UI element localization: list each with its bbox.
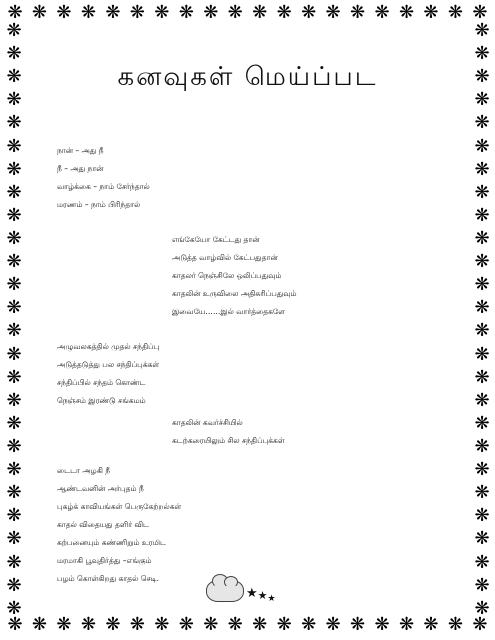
poem-line: காதலர் நெஞ்சிலே ஒலிப்பதுவும் bbox=[172, 271, 282, 280]
flower-icon: ❋ bbox=[6, 528, 22, 550]
flower-icon: ❋ bbox=[474, 135, 490, 157]
flower-icon: ❋ bbox=[252, 614, 268, 635]
flower-icon: ❋ bbox=[6, 89, 22, 111]
flower-icon: ❋ bbox=[474, 66, 490, 88]
poem-line: ஆண்டவனின் அர்புதம் நீ bbox=[57, 484, 144, 493]
flower-icon: ❋ bbox=[474, 158, 490, 180]
flower-icon: ❋ bbox=[80, 614, 96, 635]
flower-icon: ❋ bbox=[178, 2, 194, 23]
flower-icon: ❋ bbox=[6, 343, 22, 365]
poem-line: நான் – அது நீ bbox=[57, 146, 104, 155]
flower-icon: ❋ bbox=[474, 482, 490, 504]
flower-icon: ❋ bbox=[6, 505, 22, 527]
flower-icon: ❋ bbox=[474, 505, 490, 527]
top-border bbox=[0, 2, 495, 26]
stars-decoration bbox=[246, 586, 276, 604]
poem-line: காதல் விதையது தளிர் விட bbox=[57, 520, 150, 529]
flower-icon: ❋ bbox=[6, 320, 22, 342]
flower-icon: ❋ bbox=[350, 614, 366, 635]
flower-icon: ❋ bbox=[474, 43, 490, 65]
poem-title: கனவுகள் மெய்ப்பட bbox=[117, 62, 378, 92]
flower-icon: ❋ bbox=[474, 459, 490, 481]
flower-icon: ❋ bbox=[474, 181, 490, 203]
poem-line: அடுத்தடுத்து பல சந்திப்புக்கள் bbox=[57, 360, 160, 369]
flower-icon: ❋ bbox=[374, 614, 390, 635]
flower-icon: ❋ bbox=[447, 614, 463, 635]
flower-icon: ❋ bbox=[6, 389, 22, 411]
flower-icon: ❋ bbox=[423, 614, 439, 635]
flower-icon: ❋ bbox=[474, 551, 490, 573]
poem-line: மரணம் – நாம் பிரிந்தால் bbox=[57, 200, 141, 209]
flower-icon: ❋ bbox=[6, 66, 22, 88]
flower-icon: ❋ bbox=[301, 614, 317, 635]
flower-icon: ❋ bbox=[474, 435, 490, 457]
flower-icon: ❋ bbox=[325, 614, 341, 635]
flower-icon: ❋ bbox=[6, 459, 22, 481]
poem-line: நெஞ்சம் இரண்டு சங்கமம் bbox=[57, 396, 146, 405]
flower-icon: ❋ bbox=[398, 614, 415, 635]
flower-icon: ❋ bbox=[6, 181, 22, 203]
poem-line: காதலின் கவர்ச்சியில் bbox=[172, 418, 243, 427]
flower-icon: ❋ bbox=[472, 2, 488, 23]
flower-icon: ❋ bbox=[398, 2, 415, 23]
flower-icon: ❋ bbox=[56, 614, 72, 635]
flower-icon: ❋ bbox=[7, 2, 23, 23]
poem-line: வாழ்க்கை – நாம் சேர்ந்தால் bbox=[57, 182, 150, 191]
poem-line: கற்பனையும் கண்ணிறும் உரமிட bbox=[57, 538, 166, 547]
flower-icon: ❋ bbox=[325, 2, 341, 23]
flower-icon: ❋ bbox=[154, 614, 170, 635]
flower-icon: ❋ bbox=[6, 297, 22, 319]
flower-icon: ❋ bbox=[474, 366, 490, 388]
flower-icon: ❋ bbox=[447, 2, 463, 23]
flower-icon: ❋ bbox=[80, 2, 96, 23]
flower-icon: ❋ bbox=[6, 227, 22, 249]
left-border bbox=[2, 20, 26, 620]
flower-icon: ❋ bbox=[276, 614, 292, 635]
flower-icon: ❋ bbox=[474, 251, 490, 273]
cloud-icon bbox=[206, 580, 244, 602]
flower-icon: ❋ bbox=[6, 112, 22, 134]
flower-icon: ❋ bbox=[374, 2, 390, 23]
flower-icon: ❋ bbox=[474, 227, 490, 249]
flower-icon: ❋ bbox=[276, 2, 292, 23]
poem-line: அழுவலகத்தில் முதல் சந்திப்பு bbox=[57, 342, 160, 351]
poem-line: சந்திப்பில் சந்தம் கொண்ட bbox=[57, 378, 146, 387]
flower-icon: ❋ bbox=[6, 20, 22, 41]
flower-icon: ❋ bbox=[6, 574, 22, 596]
flower-icon: ❋ bbox=[105, 614, 121, 635]
flower-icon: ❋ bbox=[31, 2, 48, 23]
flower-icon: ❋ bbox=[154, 2, 170, 23]
flower-icon: ❋ bbox=[6, 274, 22, 296]
flower-icon: ❋ bbox=[203, 2, 219, 23]
bottom-border bbox=[0, 614, 495, 638]
poem-line: எங்கேயோ கேட்டது தான் bbox=[172, 235, 260, 244]
poem-line: இவையே……இல் வார்த்தைகளே bbox=[172, 307, 286, 316]
flower-icon: ❋ bbox=[474, 297, 490, 319]
flower-icon: ❋ bbox=[474, 574, 490, 596]
poem-line: நீ – அது நான் bbox=[57, 164, 104, 173]
flower-icon: ❋ bbox=[474, 20, 490, 41]
right-border bbox=[470, 20, 494, 620]
flower-icon: ❋ bbox=[227, 614, 243, 635]
flower-icon: ❋ bbox=[474, 204, 490, 226]
flower-icon: ❋ bbox=[6, 366, 22, 388]
flower-icon: ❋ bbox=[301, 2, 317, 23]
flower-icon: ❋ bbox=[474, 89, 490, 111]
flower-icon: ❋ bbox=[474, 112, 490, 134]
flower-icon: ❋ bbox=[6, 412, 22, 434]
flower-icon: ❋ bbox=[6, 435, 22, 457]
flower-icon: ❋ bbox=[350, 2, 366, 23]
flower-icon: ❋ bbox=[474, 389, 490, 411]
flower-icon: ❋ bbox=[129, 614, 145, 635]
flower-icon: ❋ bbox=[6, 597, 22, 619]
poem-line: அடுத்த வாழ்வில் கேட்பதுதான் bbox=[172, 253, 278, 262]
flower-icon: ❋ bbox=[474, 343, 490, 365]
flower-icon: ❋ bbox=[6, 251, 22, 273]
flower-icon: ❋ bbox=[56, 2, 72, 23]
poem-line: புகழ்க் காவியங்கள் பெருகேற்றல்கள் bbox=[57, 502, 182, 511]
flower-icon: ❋ bbox=[6, 158, 22, 180]
flower-icon: ❋ bbox=[472, 614, 488, 635]
flower-icon: ❋ bbox=[474, 320, 490, 342]
flower-icon: ❋ bbox=[129, 2, 145, 23]
star-icon: ★ bbox=[257, 589, 268, 602]
flower-icon: ❋ bbox=[6, 204, 22, 226]
flower-icon: ❋ bbox=[474, 528, 490, 550]
flower-icon: ❋ bbox=[423, 2, 439, 23]
flower-icon: ❋ bbox=[6, 43, 22, 65]
flower-icon: ❋ bbox=[252, 2, 268, 23]
flower-icon: ❋ bbox=[6, 135, 22, 157]
flower-icon: ❋ bbox=[6, 551, 22, 573]
flower-icon: ❋ bbox=[31, 614, 48, 635]
flower-icon: ❋ bbox=[474, 274, 490, 296]
star-icon: ★ bbox=[267, 594, 276, 604]
star-icon: ★ bbox=[246, 586, 258, 601]
flower-icon: ❋ bbox=[6, 482, 22, 504]
flower-icon: ❋ bbox=[474, 597, 490, 619]
poem-line: டைடா அழகி நீ bbox=[57, 466, 111, 475]
poem-line: மரமாகி பூவுதிர்த்து –எங்கும் bbox=[57, 556, 152, 565]
flower-icon: ❋ bbox=[7, 614, 23, 635]
flower-icon: ❋ bbox=[178, 614, 194, 635]
flower-icon: ❋ bbox=[105, 2, 121, 23]
poem-line: பழம் கொள்கிறது காதல் செடி. bbox=[57, 574, 160, 583]
flower-icon: ❋ bbox=[203, 614, 219, 635]
poem-line: காதலின் உருவிலை அதிசுரிப்பதுவும் bbox=[172, 289, 297, 298]
flower-icon: ❋ bbox=[474, 412, 490, 434]
flower-icon: ❋ bbox=[227, 2, 243, 23]
poem-line: கடற்கரையிலும் சில சந்திப்புக்கள் bbox=[172, 436, 285, 445]
